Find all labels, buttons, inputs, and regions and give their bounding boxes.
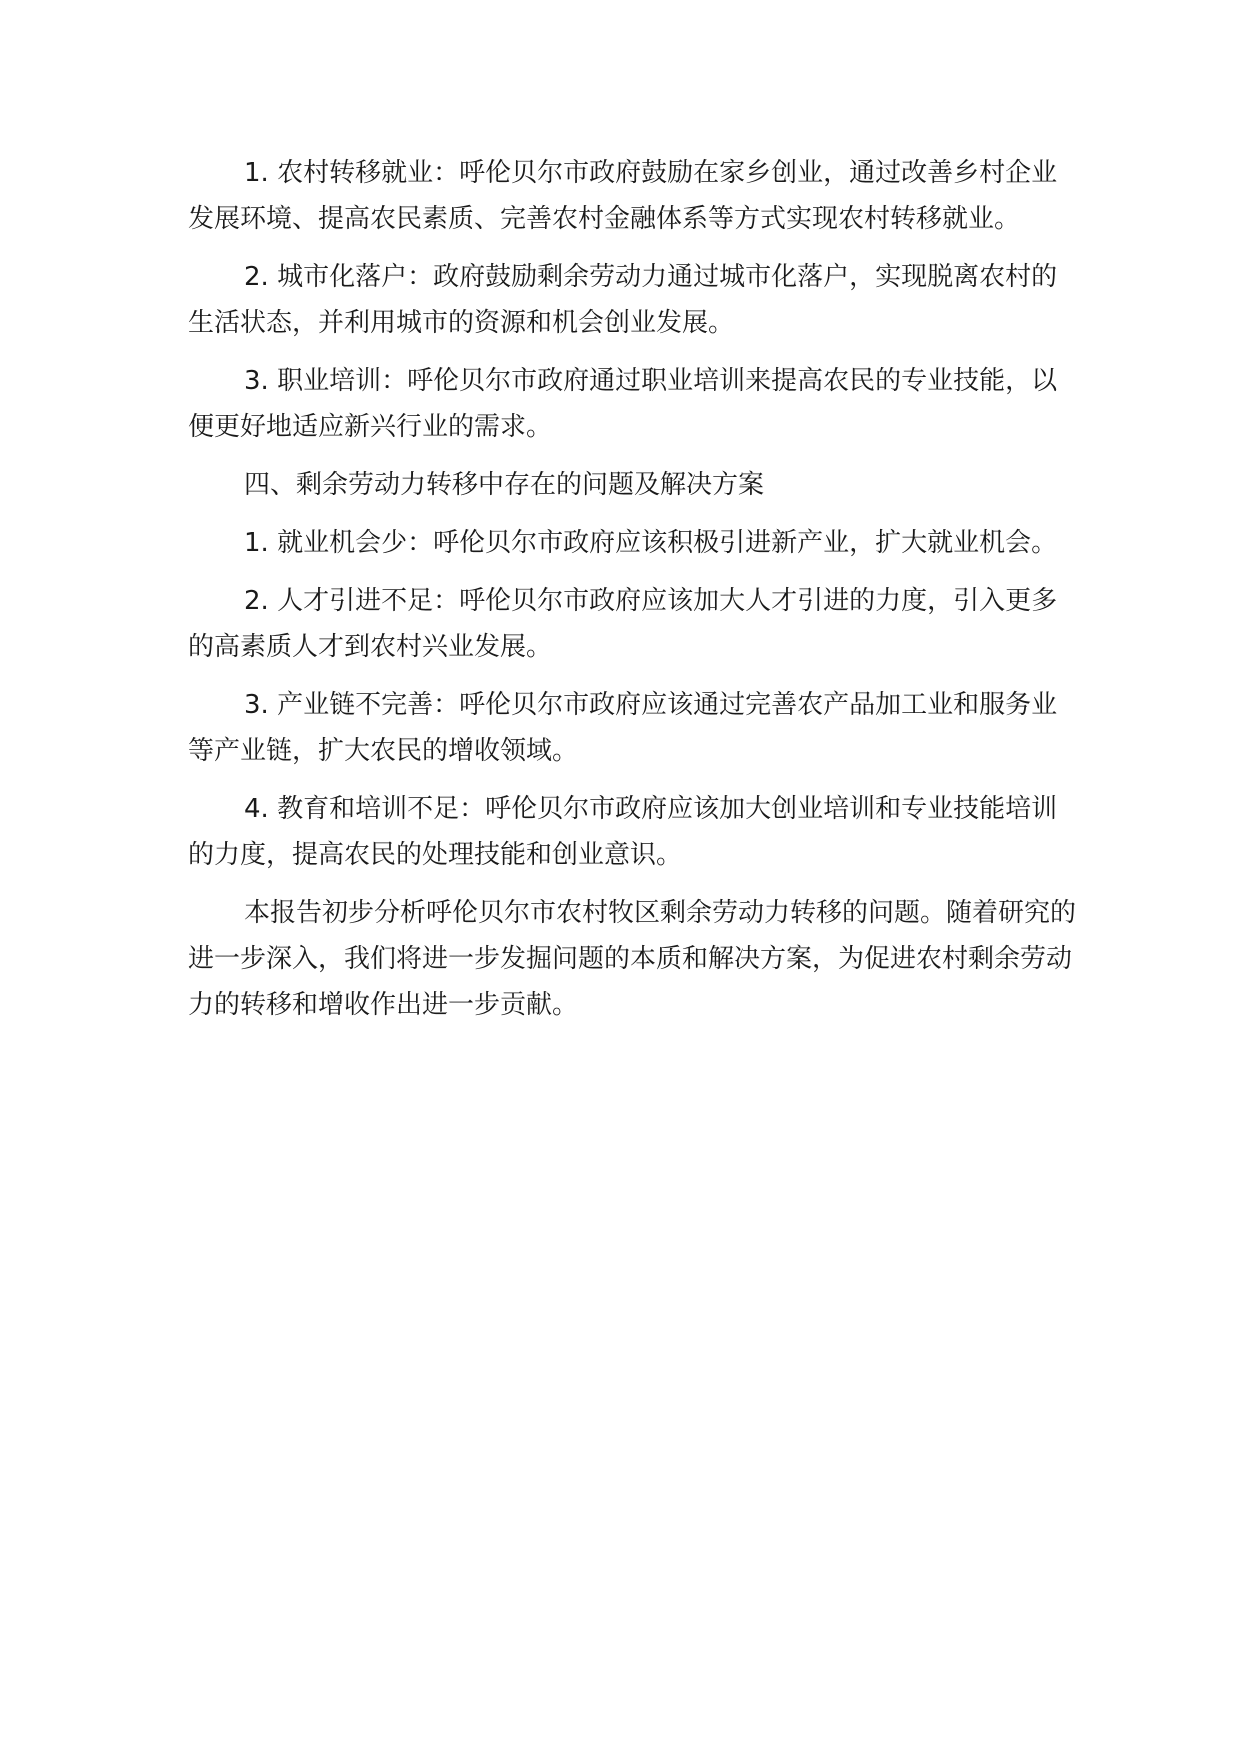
paragraph-vocational-training: 3. 职业培训：呼伦贝尔市政府通过职业培训来提高农民的专业技能，以便更好地适应新兴行业的需求。	[188, 366, 1058, 442]
paragraph-insufficient-talent: 2. 人才引进不足：呼伦贝尔市政府应该加大人才引进的力度，引入更多的高素质人才到农村兴业发展。	[188, 586, 1058, 662]
paragraph-rural-transfer-employment: 1. 农村转移就业：呼伦贝尔市政府鼓励在家乡创业，通过改善乡村企业发展环境、提高农民素质、完善农村金融体系等方式实现农村转移就业。	[188, 158, 1058, 234]
paragraph-incomplete-industry-chain: 3. 产业链不完善：呼伦贝尔市政府应该通过完善农产品加工业和服务业等产业链，扩大农民的增收领域。	[188, 690, 1058, 766]
section-heading-problems-solutions: 四、剩余劳动力转移中存在的问题及解决方案	[244, 470, 765, 500]
document-body	[188, 150, 1081, 1040]
paragraph-few-job-opportunities: 1. 就业机会少：呼伦贝尔市政府应该积极引进新产业，扩大就业机会。	[244, 528, 1058, 558]
paragraph-insufficient-education: 4. 教育和培训不足：呼伦贝尔市政府应该加大创业培训和专业技能培训的力度，提高农民的处理技能和创业意识。	[188, 794, 1058, 870]
paragraph-conclusion: 本报告初步分析呼伦贝尔市农村牧区剩余劳动力转移的问题。随着研究的进一步深入，我们将进一步发掘问题的本质和解决方案，为促进农村剩余劳动力的转移和增收作出进一步贡献。	[188, 898, 1077, 1020]
paragraph-urbanization-settlement: 2. 城市化落户：政府鼓励剩余劳动力通过城市化落户，实现脱离农村的生活状态，并利用城市的资源和机会创业发展。	[188, 262, 1058, 338]
